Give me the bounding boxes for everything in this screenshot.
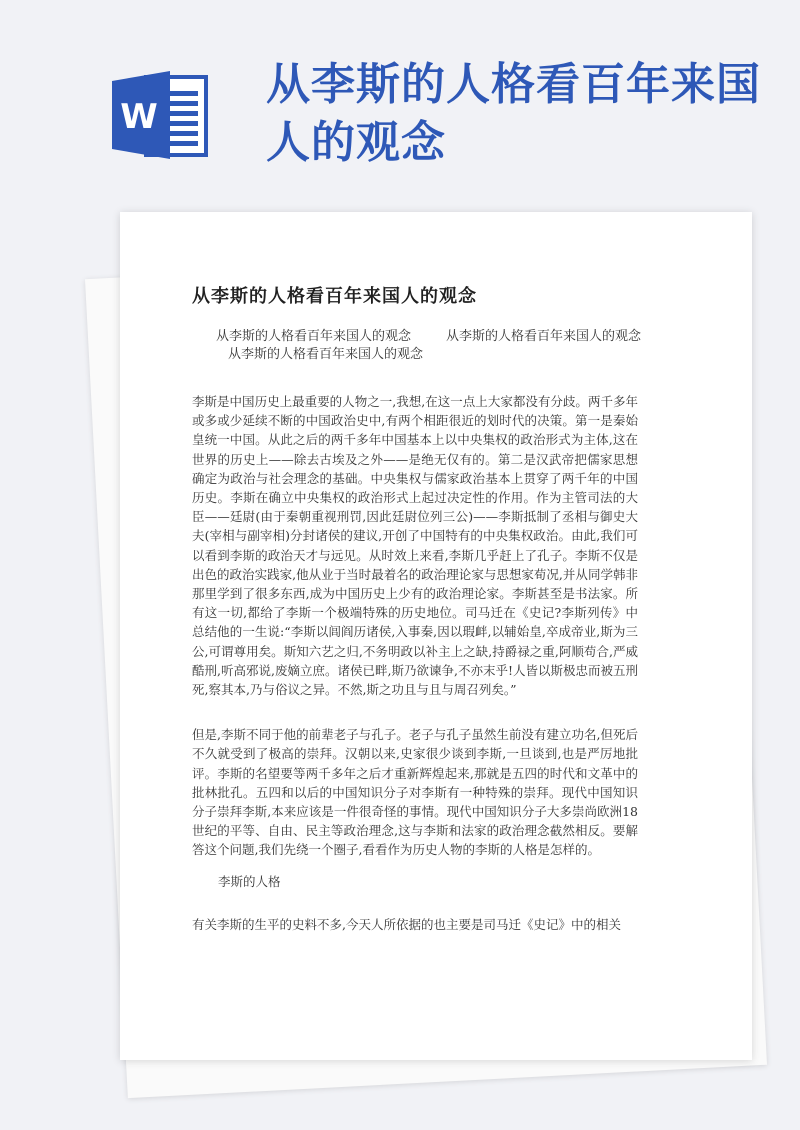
section-heading: 李斯的人格: [218, 873, 281, 889]
body-paragraph: 但是,李斯不同于他的前辈老子与孔子。老子与孔子虽然生前没有建立功名,但死后不久就受到了极高的崇拜。汉朝以来,史家很少谈到李斯,一旦谈到,也是严厉地批评。李斯的名望要等两千多年之后才重新辉煌起来,那就是五四的时代和文革中的批林批孔。五四和以后的中国知识分子对李斯有一种特殊的崇拜。现代中国知识分子崇拜李斯,本来应该是一件很奇怪的事情。现代中国知识分子大多崇尚欧洲18世纪的平等、自由、民主等政治理念,这与李斯和法家的政治理念截然相反。要解答这个问题,我们先绕一个圈子,看看作为历史人物的李斯的人格是怎样的。: [192, 727, 638, 858]
document-body: [192, 392, 638, 934]
subtitle-repeat: 从李斯的人格看百年来国人的观念: [216, 329, 412, 344]
word-document-icon: [112, 67, 212, 163]
body-paragraph-partial: 有关李斯的生平的史料不多,今天人所依据的也主要是司马迁《史记》中的相关: [192, 916, 621, 932]
word-icon-letter: W: [120, 97, 158, 137]
body-paragraph: 李斯是中国历史上最重要的人物之一,我想,在这一点上大家都没有分歧。两千多年或多或少延续不断的中国政治史中,有两个相距很近的划时代的决策。第一是秦始皇统一中国。从此之后的两千多年中国基本上以中央集权的政治形式为主体,这在世界的历史上——除去古埃及之外——是绝无仅有的。第二是汉武帝把儒家思想确定为政治与社会理念的基础。中央集权与儒家政治基本上贯穿了两千年的中国历史。李斯在确立中央集权的政治形式上起过决定性的作用。作为主管司法的大臣——廷尉(由于秦朝重视刑罚,因此廷尉位列三公)——李斯抵制了丞相与御史大夫(宰相与副宰相)分封诸侯的建议,开创了中国特有的中央集权政治。由此,我们可以看到李斯的政治天才与远见。从时效上来看,李斯几乎赶上了孔子。李斯不仅是出色的政治实践家,他从业于当时最着名的政治理论家与思想家荀况,并从同学韩非那里学到了很多东西,成为中国历史上少有的政治理论家。李斯甚至是书法家。所有这一切,都给了李斯一个极端特殊的历史地位。司马迁在《史记?李斯列传》中总结他的一生说:“李斯以闾阎历诸侯,入事秦,因以瑕衅,以辅始皇,卒成帝业,斯为三公,可谓尊用矣。斯知六艺之归,不务明政以补主上之缺,持爵禄之重,阿顺苟合,严威酷刑,听高邪说,废嫡立庶。诸侯已畔,斯乃欲谏争,不亦末乎!人皆以斯极忠而被五刑死,察其本,乃与俗议之异。不然,斯之功且与且与周召列矣。”: [192, 394, 638, 698]
document-title: 从李斯的人格看百年来国人的观念: [192, 286, 477, 307]
document-page: [120, 212, 752, 1060]
subtitle-block: [216, 328, 676, 364]
banner-title: 从李斯的人格看百年来国人的观念: [266, 59, 761, 168]
subtitle-repeat: 从李斯的人格看百年来国人的观念: [228, 347, 424, 362]
subtitle-repeat: 从李斯的人格看百年来国人的观念: [446, 329, 642, 344]
banner: [0, 0, 800, 200]
